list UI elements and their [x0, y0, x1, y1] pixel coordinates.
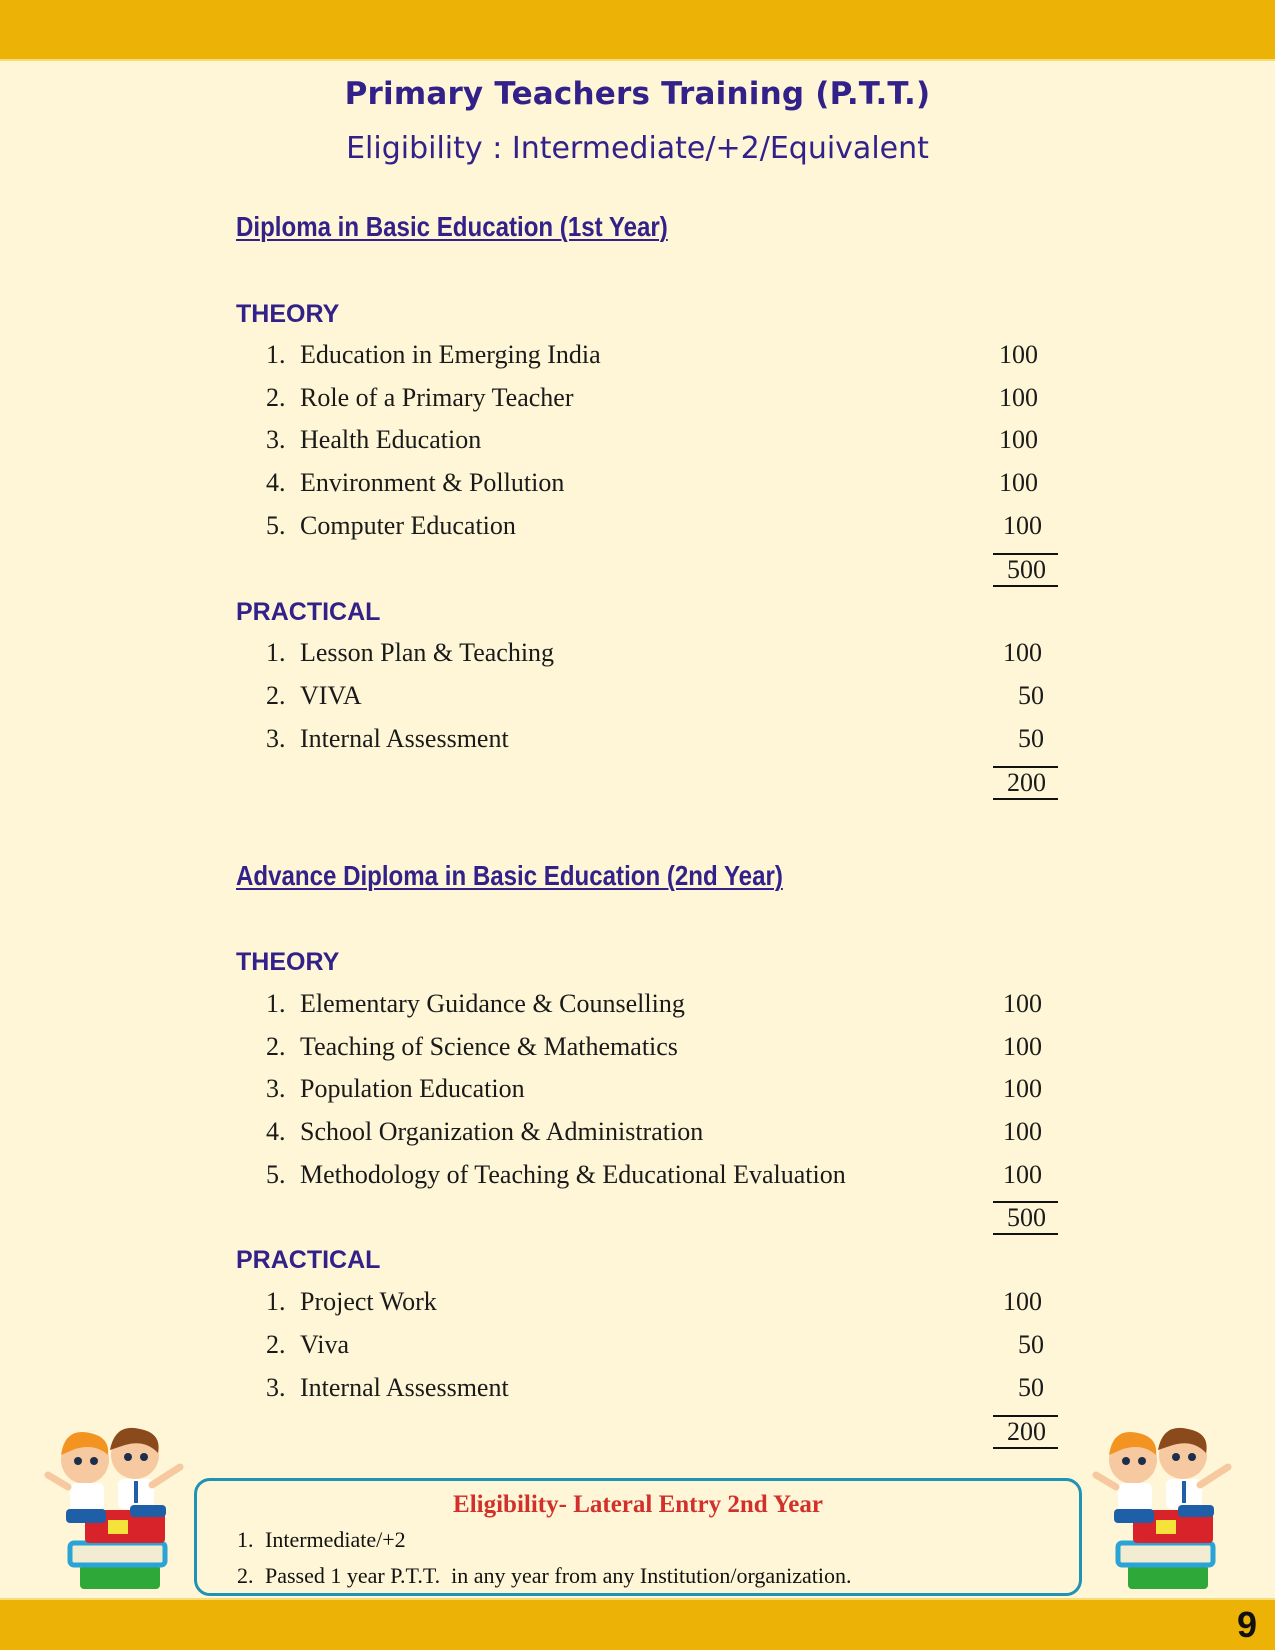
- item-label: Intermediate/+2: [265, 1527, 406, 1552]
- item-marks: 100: [999, 425, 1038, 454]
- list-item: [266, 383, 1056, 417]
- item-label: Methodology of Teaching & Educational Evaluation: [300, 1160, 846, 1189]
- item-marks: 50: [1018, 1330, 1044, 1359]
- item-marks: 100: [999, 383, 1038, 412]
- year2-practical-label: PRACTICAL: [236, 1246, 381, 1274]
- item-marks: 100: [1003, 511, 1042, 540]
- item-number: 2.: [237, 1563, 254, 1588]
- list-item: [266, 681, 1056, 715]
- item-number: 2.: [266, 681, 286, 710]
- top-bar: [0, 0, 1275, 61]
- list-item: [266, 1330, 1056, 1364]
- item-number: 5.: [266, 1160, 286, 1189]
- item-label: Elementary Guidance & Counselling: [300, 989, 685, 1018]
- item-label: Internal Assessment: [300, 1373, 509, 1402]
- lateral-entry-title: Eligibility- Lateral Entry 2nd Year: [453, 1491, 823, 1518]
- item-marks: 100: [1003, 1074, 1042, 1103]
- bottom-bar: [0, 1598, 1275, 1650]
- year1-practical-label: PRACTICAL: [236, 598, 381, 626]
- year1-theory-label: THEORY: [236, 300, 340, 328]
- list-item: [266, 1287, 1056, 1321]
- item-number: 4.: [266, 468, 286, 497]
- year2-heading: Advance Diploma in Basic Education (2nd Year): [236, 860, 783, 891]
- item-number: 4.: [266, 1117, 286, 1146]
- list-item: [266, 1160, 1056, 1194]
- item-marks: 100: [1003, 638, 1042, 667]
- item-label: Role of a Primary Teacher: [300, 383, 574, 412]
- list-item: [266, 425, 1056, 459]
- item-number: 3.: [266, 724, 286, 753]
- item-number: 1.: [266, 1287, 286, 1316]
- page-number: 9: [1236, 1604, 1257, 1645]
- year1-practical-total: 200: [993, 766, 1058, 800]
- year1-heading: Diploma in Basic Education (1st Year): [236, 211, 668, 242]
- item-marks: 100: [1003, 1032, 1042, 1061]
- item-number: 1.: [266, 638, 286, 667]
- item-label: Viva: [300, 1330, 349, 1359]
- page-subtitle: Eligibility : Intermediate/+2/Equivalent: [346, 131, 929, 166]
- item-label: Population Education: [300, 1074, 525, 1103]
- list-item: [266, 724, 1056, 758]
- item-marks: 50: [1018, 681, 1044, 710]
- kids-on-books-icon: [40, 1415, 190, 1595]
- list-item: [266, 1074, 1056, 1108]
- list-item: [266, 340, 1056, 374]
- list-item: [266, 1117, 1056, 1151]
- item-number: 2.: [266, 1330, 286, 1359]
- list-item: [266, 511, 1056, 545]
- item-label: VIVA: [300, 681, 362, 710]
- item-label: Lesson Plan & Teaching: [300, 638, 555, 667]
- item-marks: 100: [1003, 1287, 1042, 1316]
- year1-theory-total: 500: [993, 553, 1058, 587]
- item-label: Environment & Pollution: [300, 468, 565, 497]
- list-item: [266, 468, 1056, 502]
- item-label: Project Work: [300, 1287, 437, 1316]
- item-number: 1.: [266, 989, 286, 1018]
- item-number: 5.: [266, 511, 286, 540]
- item-marks: 100: [1003, 1117, 1042, 1146]
- item-marks: 100: [1003, 1160, 1042, 1189]
- item-marks: 50: [1018, 724, 1044, 753]
- item-label: Internal Assessment: [300, 724, 509, 753]
- item-number: 3.: [266, 1074, 286, 1103]
- kids-on-books-icon: [1088, 1415, 1238, 1595]
- item-number: 1.: [237, 1527, 254, 1552]
- item-label: Passed 1 year P.T.T. in any year from any Institution/organization.: [265, 1563, 852, 1588]
- item-number: 3.: [266, 425, 286, 454]
- list-item: [266, 638, 1056, 672]
- list-item: [266, 1032, 1056, 1066]
- item-number: 3.: [266, 1373, 286, 1402]
- item-marks: 50: [1018, 1373, 1044, 1402]
- item-marks: 100: [999, 340, 1038, 369]
- item-label: Education in Emerging India: [300, 340, 601, 369]
- item-marks: 100: [999, 468, 1038, 497]
- item-label: School Organization & Administration: [300, 1117, 704, 1146]
- list-item: [266, 1373, 1056, 1407]
- list-item: [266, 989, 1056, 1023]
- year2-theory-total: 500: [993, 1201, 1058, 1235]
- item-number: 2.: [266, 1032, 286, 1061]
- year2-practical-total: 200: [993, 1415, 1058, 1449]
- item-label: Computer Education: [300, 511, 516, 540]
- item-number: 1.: [266, 340, 286, 369]
- lateral-entry-item: [237, 1563, 852, 1589]
- item-number: 2.: [266, 383, 286, 412]
- year2-theory-label: THEORY: [236, 948, 340, 976]
- item-label: Health Education: [300, 425, 482, 454]
- page-title: Primary Teachers Training (P.T.T.): [344, 76, 931, 112]
- lateral-entry-box: [194, 1478, 1082, 1596]
- lateral-entry-item: [237, 1527, 406, 1553]
- item-marks: 100: [1003, 989, 1042, 1018]
- item-label: Teaching of Science & Mathematics: [300, 1032, 678, 1061]
